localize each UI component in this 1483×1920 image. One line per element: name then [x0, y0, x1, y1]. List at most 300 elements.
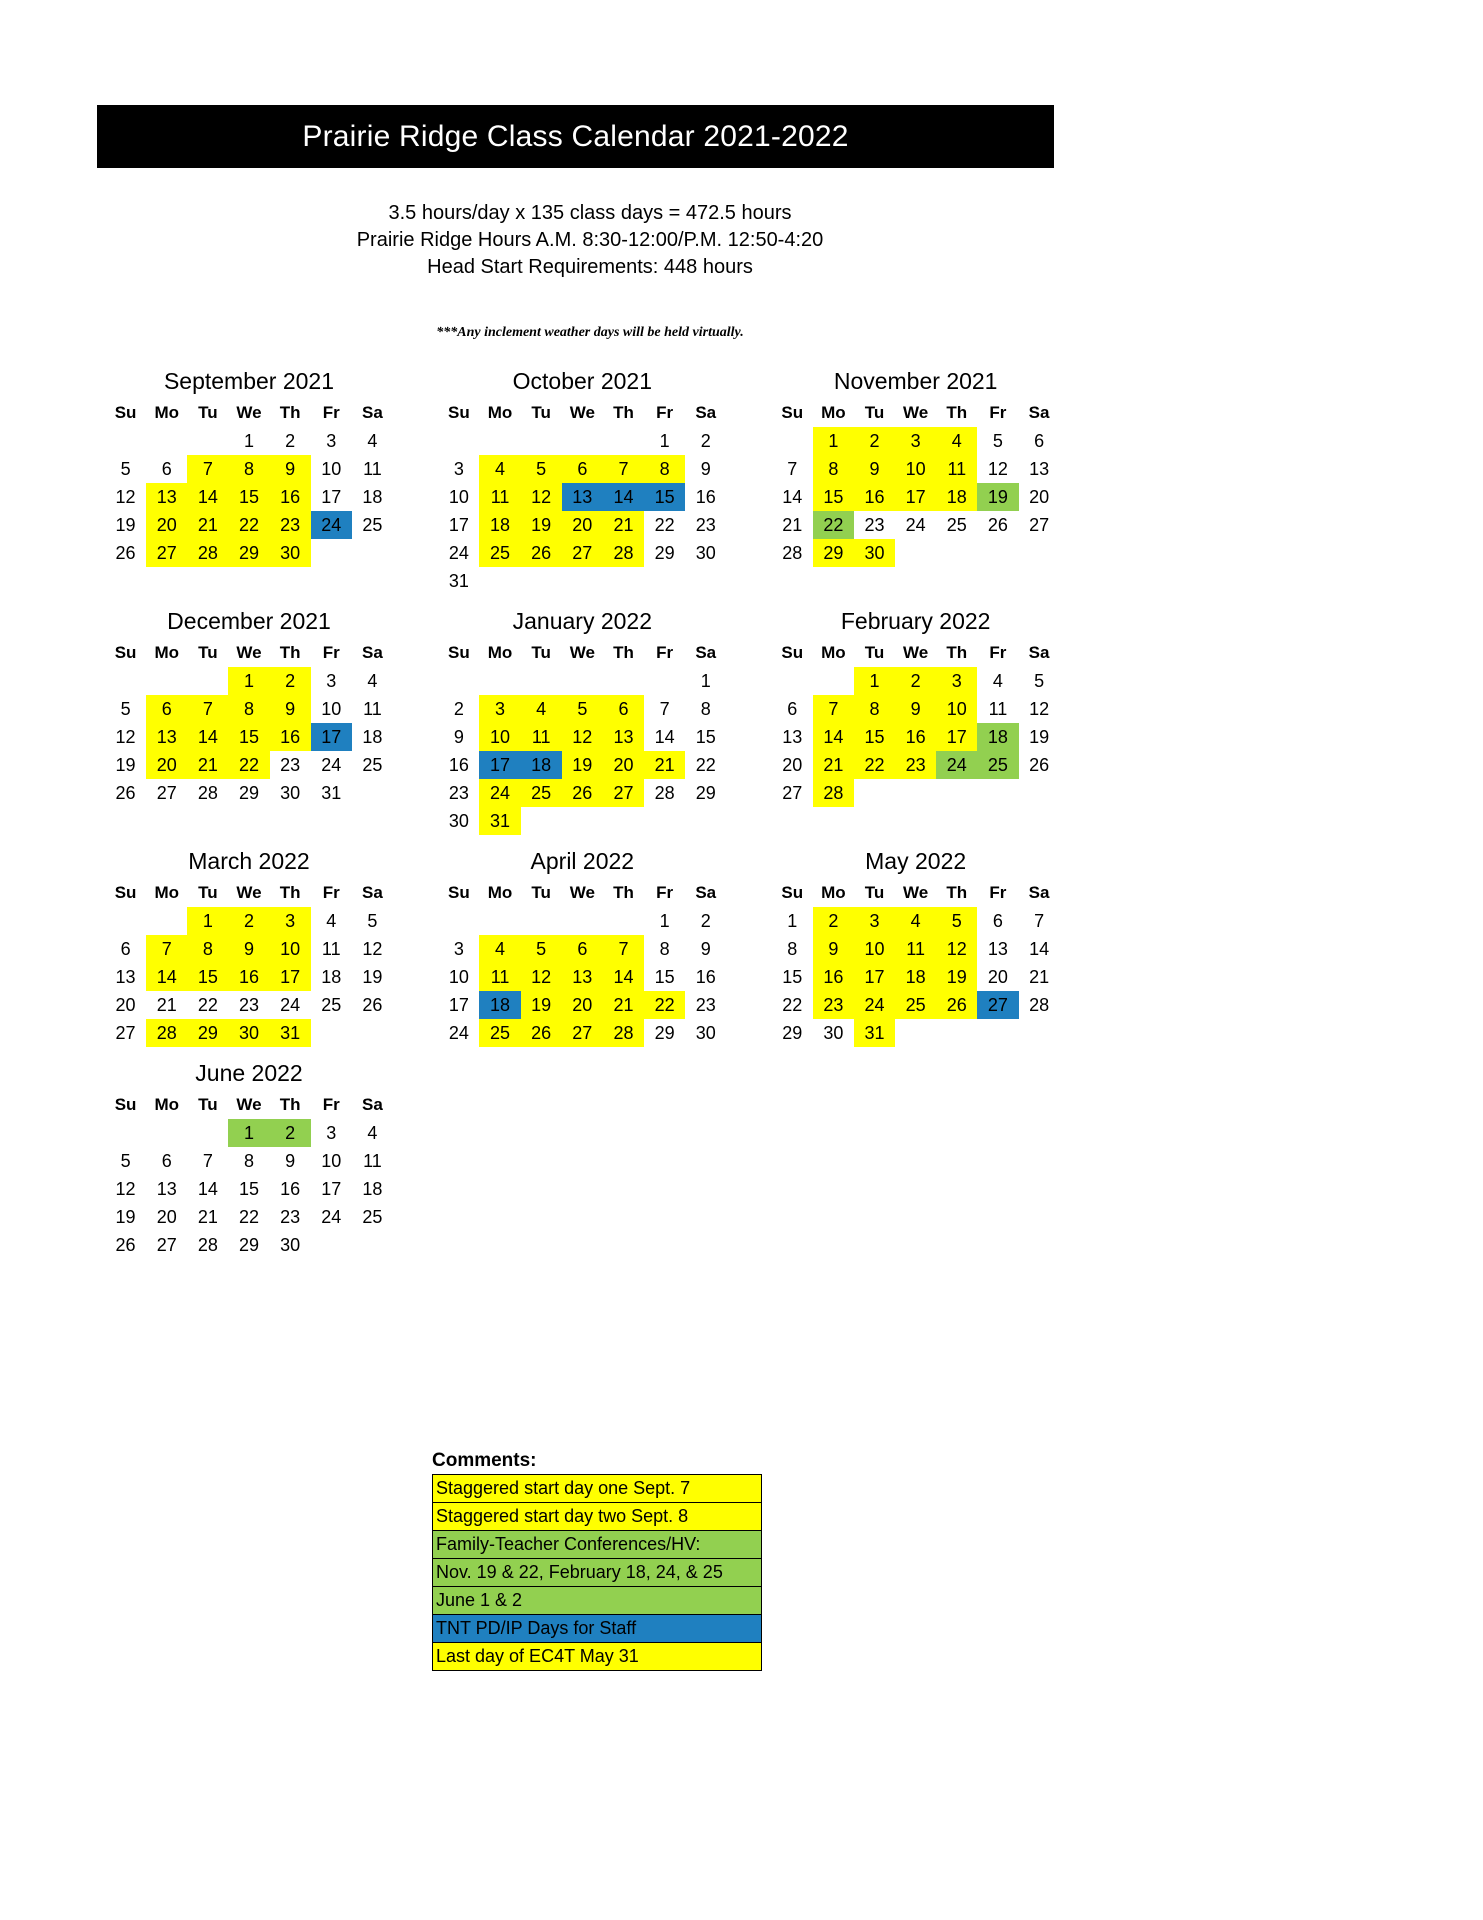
day-cell[interactable]: 5 [936, 907, 977, 935]
day-cell[interactable]: 10 [321, 698, 342, 719]
day-cell[interactable]: 2 [700, 910, 711, 931]
day-cell[interactable]: 28 [1029, 994, 1050, 1015]
day-cell[interactable]: 23 [238, 994, 259, 1015]
day-cell[interactable]: 22 [854, 751, 895, 779]
day-cell[interactable]: 3 [453, 458, 464, 479]
day-cell[interactable]: 13 [115, 966, 136, 987]
day-cell[interactable]: 5 [120, 698, 131, 719]
day-cell[interactable]: 20 [782, 754, 803, 775]
day-cell[interactable]: 27 [146, 539, 187, 567]
day-cell[interactable]: 7 [603, 455, 644, 483]
day-cell[interactable]: 4 [992, 670, 1003, 691]
day-cell[interactable]: 30 [228, 1019, 269, 1047]
day-cell[interactable]: 9 [700, 938, 711, 959]
day-cell[interactable]: 25 [977, 751, 1018, 779]
day-cell[interactable]: 18 [362, 726, 383, 747]
day-cell[interactable]: 2 [453, 698, 464, 719]
day-cell[interactable]: 24 [321, 1206, 342, 1227]
day-cell[interactable]: 26 [115, 542, 136, 563]
day-cell[interactable]: 14 [197, 1178, 218, 1199]
day-cell[interactable]: 20 [562, 991, 603, 1019]
day-cell[interactable]: 20 [115, 994, 136, 1015]
day-cell[interactable]: 1 [659, 430, 670, 451]
day-cell[interactable]: 12 [936, 935, 977, 963]
day-cell[interactable]: 7 [187, 695, 228, 723]
day-cell[interactable]: 28 [603, 1019, 644, 1047]
day-cell[interactable]: 31 [270, 1019, 311, 1047]
day-cell[interactable]: 12 [115, 486, 136, 507]
day-cell[interactable]: 15 [854, 723, 895, 751]
day-cell[interactable]: 29 [782, 1022, 803, 1043]
day-cell[interactable]: 15 [187, 963, 228, 991]
day-cell[interactable]: 2 [285, 430, 296, 451]
day-cell[interactable]: 1 [243, 430, 254, 451]
day-cell[interactable]: 30 [270, 539, 311, 567]
day-cell[interactable]: 19 [562, 751, 603, 779]
day-cell[interactable]: 12 [115, 726, 136, 747]
day-cell[interactable]: 19 [521, 511, 562, 539]
day-cell[interactable]: 1 [813, 427, 854, 455]
day-cell[interactable]: 21 [1029, 966, 1050, 987]
day-cell[interactable]: 30 [280, 782, 301, 803]
day-cell[interactable]: 1 [787, 910, 798, 931]
day-cell[interactable]: 25 [895, 991, 936, 1019]
day-cell[interactable]: 19 [936, 963, 977, 991]
day-cell[interactable]: 7 [603, 935, 644, 963]
day-cell[interactable]: 5 [992, 430, 1003, 451]
day-cell[interactable]: 5 [562, 695, 603, 723]
day-cell[interactable]: 23 [695, 514, 716, 535]
day-cell[interactable]: 18 [977, 723, 1018, 751]
day-cell[interactable]: 30 [695, 1022, 716, 1043]
day-cell[interactable]: 17 [479, 751, 520, 779]
day-cell[interactable]: 15 [782, 966, 803, 987]
day-cell[interactable]: 21 [644, 751, 685, 779]
day-cell[interactable]: 25 [321, 994, 342, 1015]
day-cell[interactable]: 11 [895, 935, 936, 963]
day-cell[interactable]: 24 [905, 514, 926, 535]
day-cell[interactable]: 11 [936, 455, 977, 483]
day-cell[interactable]: 23 [270, 511, 311, 539]
day-cell[interactable]: 27 [156, 1234, 177, 1255]
day-cell[interactable]: 27 [156, 782, 177, 803]
day-cell[interactable]: 13 [146, 723, 187, 751]
day-cell[interactable]: 10 [936, 695, 977, 723]
day-cell[interactable]: 17 [270, 963, 311, 991]
day-cell[interactable]: 7 [202, 1150, 213, 1171]
day-cell[interactable]: 26 [115, 782, 136, 803]
day-cell[interactable]: 29 [228, 539, 269, 567]
day-cell[interactable]: 25 [479, 1019, 520, 1047]
day-cell[interactable]: 8 [228, 695, 269, 723]
day-cell[interactable]: 26 [362, 994, 383, 1015]
day-cell[interactable]: 14 [146, 963, 187, 991]
day-cell[interactable]: 19 [977, 483, 1018, 511]
day-cell[interactable]: 3 [854, 907, 895, 935]
day-cell[interactable]: 20 [562, 511, 603, 539]
day-cell[interactable]: 14 [187, 483, 228, 511]
day-cell[interactable]: 19 [362, 966, 383, 987]
day-cell[interactable]: 4 [479, 935, 520, 963]
day-cell[interactable]: 4 [367, 430, 378, 451]
day-cell[interactable]: 3 [453, 938, 464, 959]
day-cell[interactable]: 21 [187, 751, 228, 779]
day-cell[interactable]: 23 [280, 1206, 301, 1227]
day-cell[interactable]: 30 [280, 1234, 301, 1255]
day-cell[interactable]: 22 [782, 994, 803, 1015]
day-cell[interactable]: 17 [321, 486, 342, 507]
day-cell[interactable]: 20 [987, 966, 1008, 987]
day-cell[interactable]: 9 [895, 695, 936, 723]
day-cell[interactable]: 4 [326, 910, 337, 931]
day-cell[interactable]: 15 [238, 1178, 259, 1199]
day-cell[interactable]: 16 [270, 483, 311, 511]
day-cell[interactable]: 6 [146, 695, 187, 723]
day-cell[interactable]: 12 [987, 458, 1008, 479]
day-cell[interactable]: 8 [228, 455, 269, 483]
day-cell[interactable]: 28 [146, 1019, 187, 1047]
day-cell[interactable]: 23 [448, 782, 469, 803]
day-cell[interactable]: 18 [479, 991, 520, 1019]
day-cell[interactable]: 4 [367, 1122, 378, 1143]
day-cell[interactable]: 27 [562, 539, 603, 567]
day-cell[interactable]: 8 [854, 695, 895, 723]
day-cell[interactable]: 9 [228, 935, 269, 963]
day-cell[interactable]: 13 [146, 483, 187, 511]
day-cell[interactable]: 17 [448, 514, 469, 535]
day-cell[interactable]: 8 [659, 938, 670, 959]
day-cell[interactable]: 5 [521, 935, 562, 963]
day-cell[interactable]: 7 [187, 455, 228, 483]
day-cell[interactable]: 25 [521, 779, 562, 807]
day-cell[interactable]: 11 [479, 483, 520, 511]
day-cell[interactable]: 28 [187, 539, 228, 567]
day-cell[interactable]: 6 [562, 455, 603, 483]
day-cell[interactable]: 19 [115, 514, 136, 535]
day-cell[interactable]: 30 [854, 539, 895, 567]
day-cell[interactable]: 15 [644, 483, 685, 511]
day-cell[interactable]: 20 [146, 751, 187, 779]
day-cell[interactable]: 10 [479, 723, 520, 751]
day-cell[interactable]: 31 [854, 1019, 895, 1047]
day-cell[interactable]: 11 [988, 698, 1008, 719]
day-cell[interactable]: 14 [603, 483, 644, 511]
day-cell[interactable]: 26 [562, 779, 603, 807]
day-cell[interactable]: 22 [644, 991, 685, 1019]
day-cell[interactable]: 8 [243, 1150, 254, 1171]
day-cell[interactable]: 16 [813, 963, 854, 991]
day-cell[interactable]: 20 [1029, 486, 1050, 507]
day-cell[interactable]: 3 [326, 1122, 337, 1143]
day-cell[interactable]: 8 [187, 935, 228, 963]
day-cell[interactable]: 30 [823, 1022, 844, 1043]
day-cell[interactable]: 29 [695, 782, 716, 803]
day-cell[interactable]: 4 [895, 907, 936, 935]
day-cell[interactable]: 17 [311, 723, 352, 751]
day-cell[interactable]: 22 [813, 511, 854, 539]
day-cell[interactable]: 22 [197, 994, 218, 1015]
day-cell[interactable]: 24 [321, 754, 342, 775]
day-cell[interactable]: 29 [238, 782, 259, 803]
day-cell[interactable]: 24 [448, 1022, 469, 1043]
day-cell[interactable]: 6 [603, 695, 644, 723]
day-cell[interactable]: 6 [161, 458, 172, 479]
day-cell[interactable]: 12 [521, 483, 562, 511]
day-cell[interactable]: 8 [787, 938, 798, 959]
day-cell[interactable]: 14 [1029, 938, 1050, 959]
day-cell[interactable]: 3 [326, 430, 337, 451]
day-cell[interactable]: 16 [228, 963, 269, 991]
day-cell[interactable]: 10 [448, 486, 469, 507]
day-cell[interactable]: 3 [326, 670, 337, 691]
day-cell[interactable]: 2 [854, 427, 895, 455]
day-cell[interactable]: 6 [120, 938, 131, 959]
day-cell[interactable]: 24 [479, 779, 520, 807]
day-cell[interactable]: 1 [228, 667, 269, 695]
day-cell[interactable]: 23 [695, 994, 716, 1015]
day-cell[interactable]: 17 [936, 723, 977, 751]
day-cell[interactable]: 11 [521, 723, 562, 751]
day-cell[interactable]: 21 [603, 511, 644, 539]
day-cell[interactable]: 15 [228, 723, 269, 751]
day-cell[interactable]: 13 [562, 963, 603, 991]
day-cell[interactable]: 15 [654, 966, 675, 987]
day-cell[interactable]: 13 [987, 938, 1008, 959]
day-cell[interactable]: 11 [321, 938, 341, 959]
day-cell[interactable]: 2 [270, 667, 311, 695]
day-cell[interactable]: 10 [321, 1150, 342, 1171]
day-cell[interactable]: 9 [854, 455, 895, 483]
day-cell[interactable]: 19 [115, 754, 136, 775]
day-cell[interactable]: 7 [813, 695, 854, 723]
day-cell[interactable]: 9 [453, 726, 464, 747]
day-cell[interactable]: 29 [813, 539, 854, 567]
day-cell[interactable]: 12 [521, 963, 562, 991]
day-cell[interactable]: 17 [321, 1178, 342, 1199]
day-cell[interactable]: 21 [197, 1206, 218, 1227]
day-cell[interactable]: 28 [197, 1234, 218, 1255]
day-cell[interactable]: 14 [603, 963, 644, 991]
day-cell[interactable]: 25 [362, 1206, 383, 1227]
day-cell[interactable]: 10 [321, 458, 342, 479]
day-cell[interactable]: 25 [362, 754, 383, 775]
day-cell[interactable]: 3 [479, 695, 520, 723]
day-cell[interactable]: 18 [479, 511, 520, 539]
day-cell[interactable]: 22 [238, 1206, 259, 1227]
day-cell[interactable]: 9 [700, 458, 711, 479]
day-cell[interactable]: 17 [854, 963, 895, 991]
day-cell[interactable]: 21 [603, 991, 644, 1019]
day-cell[interactable]: 22 [695, 754, 716, 775]
day-cell[interactable]: 6 [161, 1150, 172, 1171]
day-cell[interactable]: 30 [448, 810, 469, 831]
day-cell[interactable]: 28 [603, 539, 644, 567]
day-cell[interactable]: 3 [895, 427, 936, 455]
day-cell[interactable]: 27 [1029, 514, 1050, 535]
day-cell[interactable]: 6 [992, 910, 1003, 931]
day-cell[interactable]: 11 [363, 1150, 382, 1171]
day-cell[interactable]: 16 [448, 754, 469, 775]
day-cell[interactable]: 3 [936, 667, 977, 695]
day-cell[interactable]: 21 [782, 514, 803, 535]
day-cell[interactable]: 8 [813, 455, 854, 483]
day-cell[interactable]: 7 [146, 935, 187, 963]
day-cell[interactable]: 9 [270, 695, 311, 723]
day-cell[interactable]: 16 [280, 1178, 301, 1199]
day-cell[interactable]: 17 [895, 483, 936, 511]
day-cell[interactable]: 13 [156, 1178, 177, 1199]
day-cell[interactable]: 7 [1034, 910, 1045, 931]
day-cell[interactable]: 21 [156, 994, 177, 1015]
day-cell[interactable]: 18 [521, 751, 562, 779]
day-cell[interactable]: 7 [659, 698, 670, 719]
day-cell[interactable]: 14 [654, 726, 675, 747]
day-cell[interactable]: 18 [936, 483, 977, 511]
day-cell[interactable]: 1 [228, 1119, 269, 1147]
day-cell[interactable]: 3 [270, 907, 311, 935]
day-cell[interactable]: 2 [270, 1119, 311, 1147]
day-cell[interactable]: 1 [700, 670, 711, 691]
day-cell[interactable]: 5 [367, 910, 378, 931]
day-cell[interactable]: 18 [362, 1178, 383, 1199]
day-cell[interactable]: 26 [115, 1234, 136, 1255]
day-cell[interactable]: 10 [448, 966, 469, 987]
day-cell[interactable]: 11 [479, 963, 520, 991]
day-cell[interactable]: 14 [813, 723, 854, 751]
day-cell[interactable]: 2 [813, 907, 854, 935]
day-cell[interactable]: 29 [238, 1234, 259, 1255]
day-cell[interactable]: 26 [1029, 754, 1050, 775]
day-cell[interactable]: 24 [936, 751, 977, 779]
day-cell[interactable]: 24 [280, 994, 301, 1015]
day-cell[interactable]: 8 [644, 455, 685, 483]
day-cell[interactable]: 12 [115, 1178, 136, 1199]
day-cell[interactable]: 4 [936, 427, 977, 455]
day-cell[interactable]: 24 [448, 542, 469, 563]
day-cell[interactable]: 16 [270, 723, 311, 751]
day-cell[interactable]: 23 [864, 514, 885, 535]
day-cell[interactable]: 28 [782, 542, 803, 563]
day-cell[interactable]: 26 [521, 539, 562, 567]
day-cell[interactable]: 23 [280, 754, 301, 775]
day-cell[interactable]: 2 [895, 667, 936, 695]
day-cell[interactable]: 15 [228, 483, 269, 511]
day-cell[interactable]: 27 [562, 1019, 603, 1047]
day-cell[interactable]: 19 [521, 991, 562, 1019]
day-cell[interactable]: 27 [603, 779, 644, 807]
day-cell[interactable]: 26 [936, 991, 977, 1019]
day-cell[interactable]: 31 [321, 782, 342, 803]
day-cell[interactable]: 18 [321, 966, 342, 987]
day-cell[interactable]: 25 [362, 514, 383, 535]
day-cell[interactable]: 9 [813, 935, 854, 963]
day-cell[interactable]: 26 [987, 514, 1008, 535]
day-cell[interactable]: 10 [270, 935, 311, 963]
day-cell[interactable]: 4 [479, 455, 520, 483]
day-cell[interactable]: 20 [146, 511, 187, 539]
day-cell[interactable]: 29 [654, 1022, 675, 1043]
day-cell[interactable]: 14 [187, 723, 228, 751]
day-cell[interactable]: 23 [813, 991, 854, 1019]
day-cell[interactable]: 5 [1034, 670, 1045, 691]
day-cell[interactable]: 13 [603, 723, 644, 751]
day-cell[interactable]: 1 [187, 907, 228, 935]
day-cell[interactable]: 16 [895, 723, 936, 751]
day-cell[interactable]: 10 [895, 455, 936, 483]
day-cell[interactable]: 2 [700, 430, 711, 451]
day-cell[interactable]: 29 [654, 542, 675, 563]
day-cell[interactable]: 9 [270, 455, 311, 483]
day-cell[interactable]: 18 [362, 486, 383, 507]
day-cell[interactable]: 2 [228, 907, 269, 935]
day-cell[interactable]: 5 [120, 458, 131, 479]
day-cell[interactable]: 27 [977, 991, 1018, 1019]
day-cell[interactable]: 8 [700, 698, 711, 719]
day-cell[interactable]: 28 [197, 782, 218, 803]
day-cell[interactable]: 9 [285, 1150, 296, 1171]
day-cell[interactable]: 29 [187, 1019, 228, 1047]
day-cell[interactable]: 4 [521, 695, 562, 723]
day-cell[interactable]: 10 [854, 935, 895, 963]
day-cell[interactable]: 6 [562, 935, 603, 963]
day-cell[interactable]: 23 [895, 751, 936, 779]
day-cell[interactable]: 4 [367, 670, 378, 691]
day-cell[interactable]: 26 [521, 1019, 562, 1047]
day-cell[interactable]: 17 [448, 994, 469, 1015]
day-cell[interactable]: 30 [695, 542, 716, 563]
day-cell[interactable]: 27 [782, 782, 803, 803]
day-cell[interactable]: 13 [782, 726, 803, 747]
day-cell[interactable]: 25 [479, 539, 520, 567]
day-cell[interactable]: 31 [448, 570, 469, 591]
day-cell[interactable]: 28 [654, 782, 675, 803]
day-cell[interactable]: 27 [115, 1022, 136, 1043]
day-cell[interactable]: 20 [156, 1206, 177, 1227]
day-cell[interactable]: 12 [562, 723, 603, 751]
day-cell[interactable]: 6 [787, 698, 798, 719]
day-cell[interactable]: 11 [363, 458, 382, 479]
day-cell[interactable]: 20 [603, 751, 644, 779]
day-cell[interactable]: 22 [654, 514, 675, 535]
day-cell[interactable]: 21 [813, 751, 854, 779]
day-cell[interactable]: 24 [854, 991, 895, 1019]
day-cell[interactable]: 16 [695, 966, 716, 987]
day-cell[interactable]: 21 [187, 511, 228, 539]
day-cell[interactable]: 12 [362, 938, 383, 959]
day-cell[interactable]: 16 [695, 486, 716, 507]
day-cell[interactable]: 25 [946, 514, 967, 535]
day-cell[interactable]: 19 [115, 1206, 136, 1227]
day-cell[interactable]: 18 [895, 963, 936, 991]
day-cell[interactable]: 28 [813, 779, 854, 807]
day-cell[interactable]: 19 [1029, 726, 1050, 747]
day-cell[interactable]: 22 [228, 511, 269, 539]
day-cell[interactable]: 31 [479, 807, 520, 835]
day-cell[interactable]: 1 [659, 910, 670, 931]
day-cell[interactable]: 5 [120, 1150, 131, 1171]
day-cell[interactable]: 6 [1034, 430, 1045, 451]
day-cell[interactable]: 16 [854, 483, 895, 511]
day-cell[interactable]: 14 [782, 486, 803, 507]
day-cell[interactable]: 22 [228, 751, 269, 779]
day-cell[interactable]: 24 [311, 511, 352, 539]
day-cell[interactable]: 13 [562, 483, 603, 511]
day-cell[interactable]: 11 [363, 698, 382, 719]
day-cell[interactable]: 12 [1029, 698, 1050, 719]
day-cell[interactable]: 5 [521, 455, 562, 483]
day-cell[interactable]: 1 [854, 667, 895, 695]
day-cell[interactable]: 15 [695, 726, 716, 747]
